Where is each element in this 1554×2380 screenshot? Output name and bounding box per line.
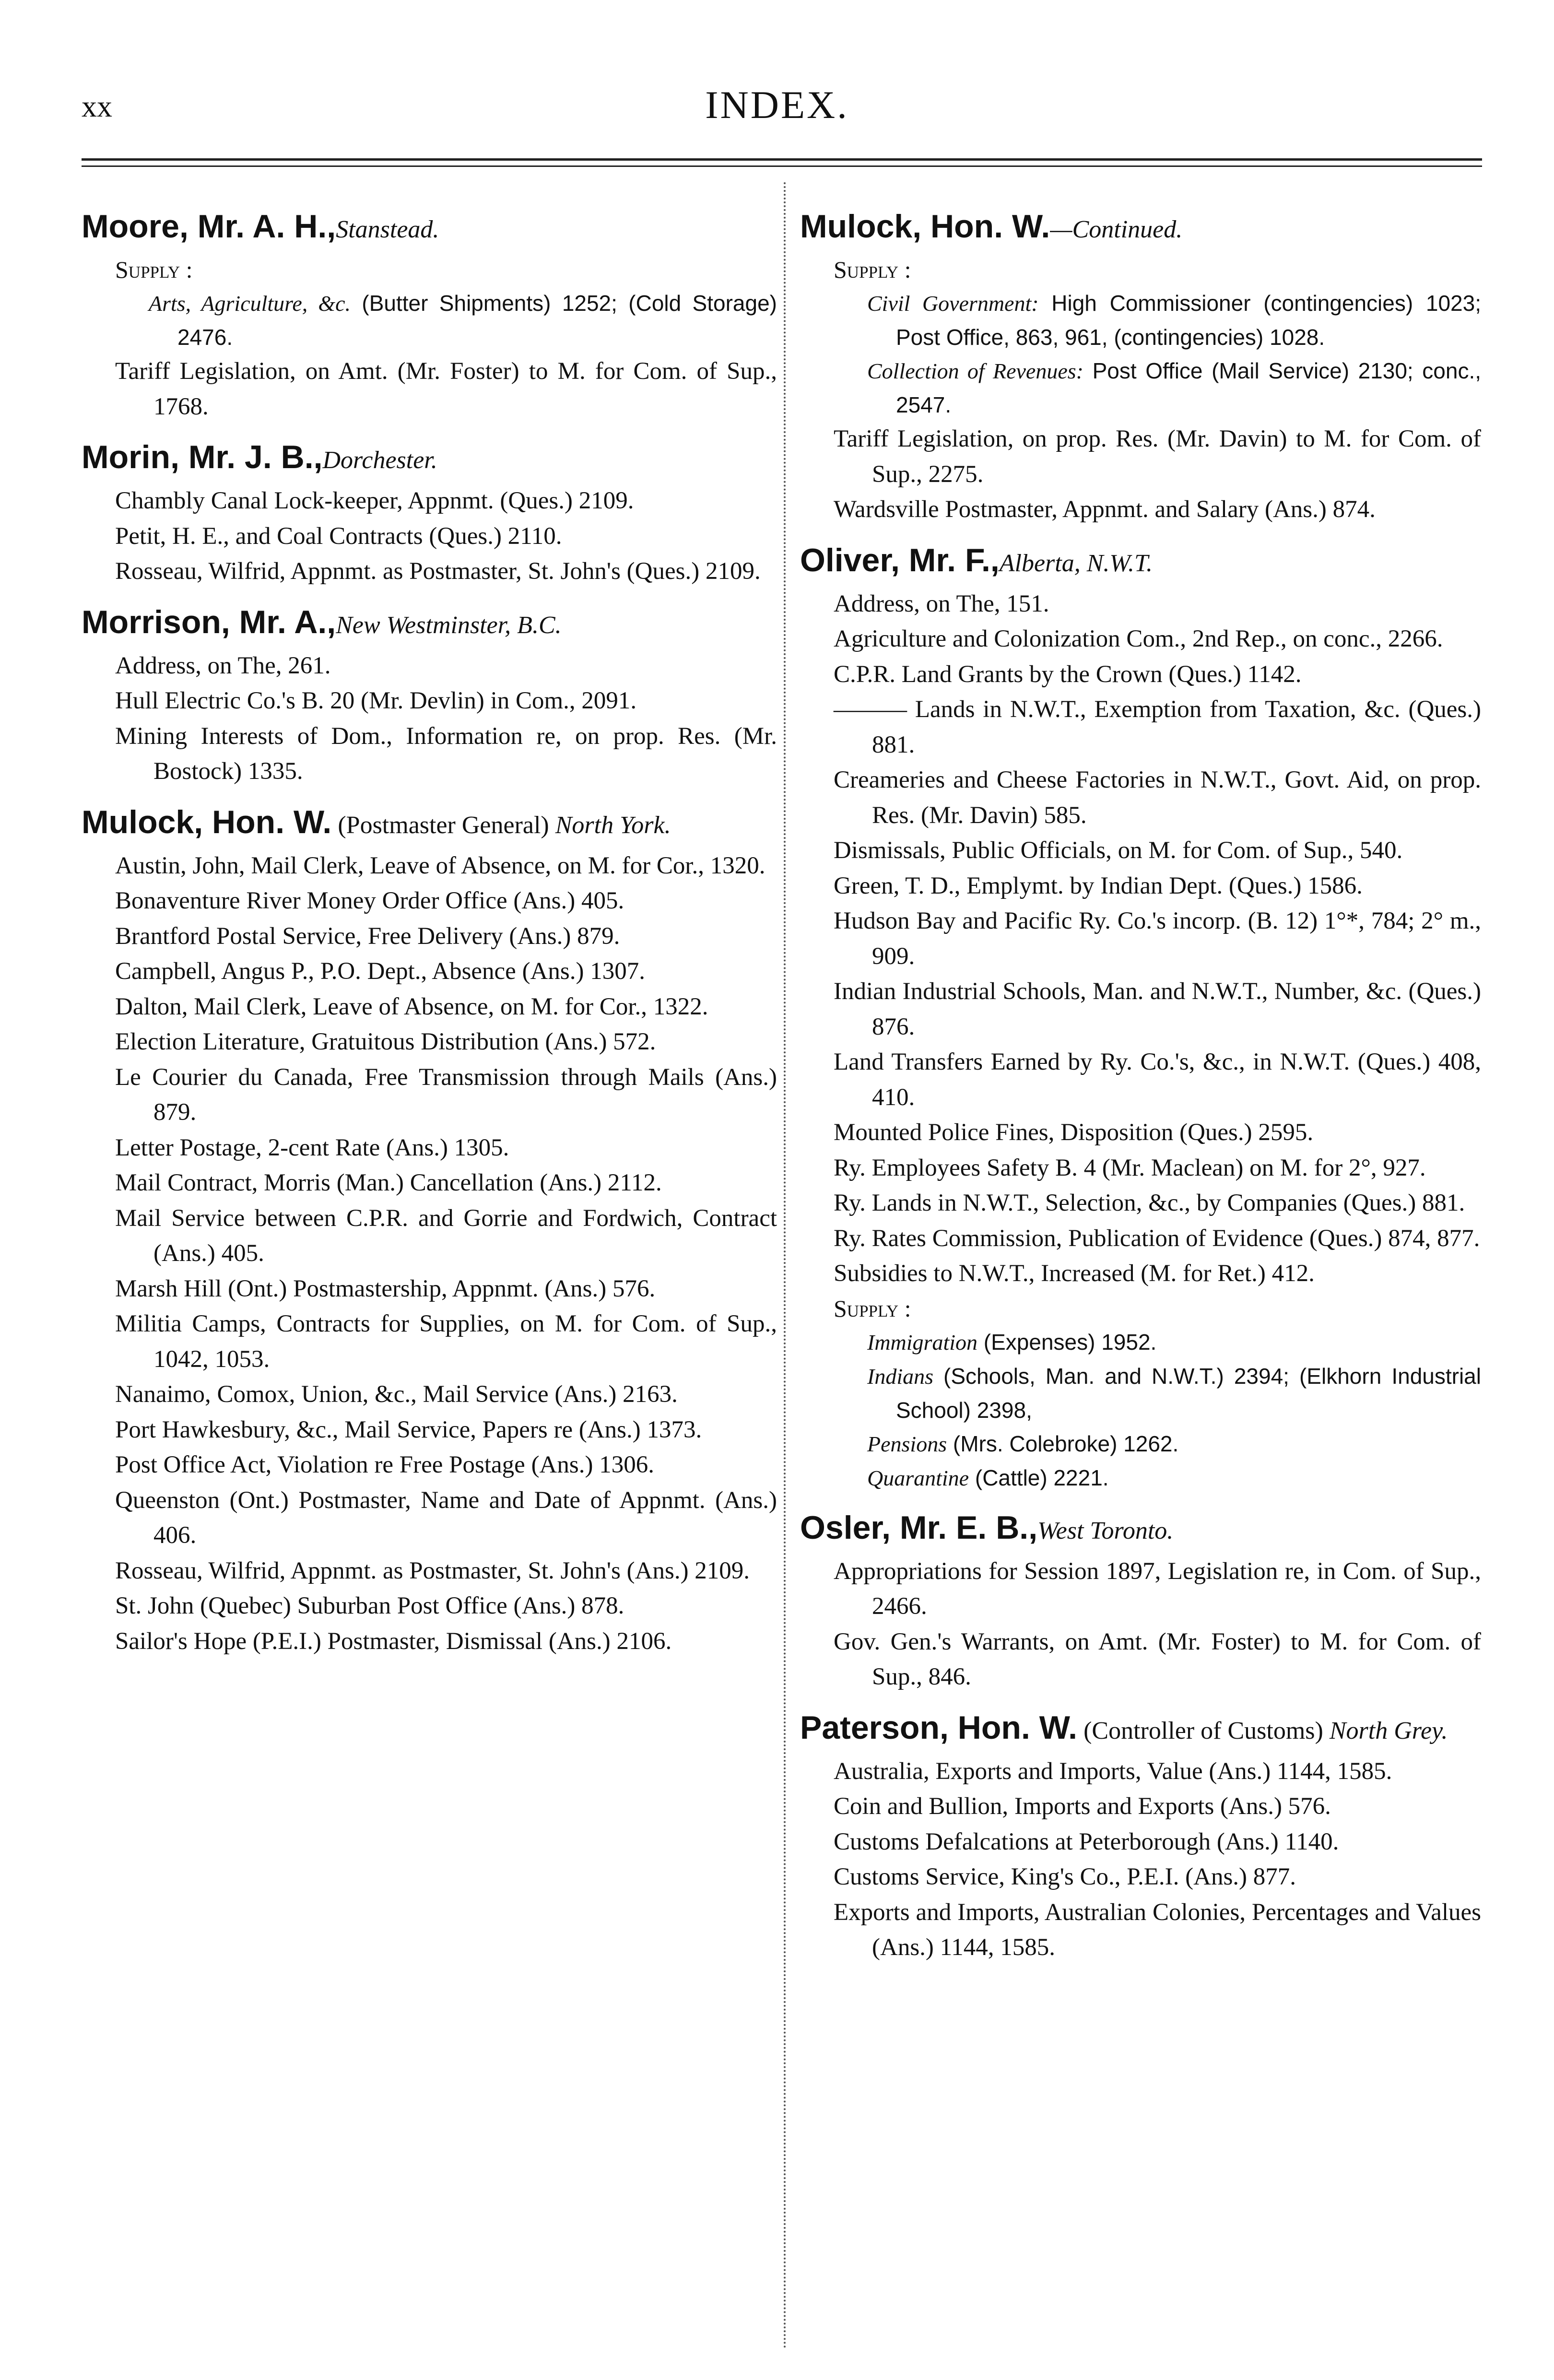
index-entry: Dismissals, Public Officials, on M. for Com. of Sup., 540. [834,837,1403,864]
supply-entry [800,354,1481,422]
index-entry: ——— Lands in N.W.T., Exemption from Taxation, &c. (Ques.) 881. [834,696,1481,758]
heading-name: Morin, Mr. J. B., [82,439,323,475]
heading-name: Morrison, Mr. A., [82,603,336,640]
supply-subheading: Supply : [834,1295,911,1322]
index-entry: Customs Defalcations at Peterborough (Ans.) 1140. [834,1828,1339,1855]
index-entry: Address, on The, 151. [834,590,1049,617]
index-entry: Wardsville Postmaster, Appnmt. and Salary (Ans.) 874. [834,496,1376,523]
index-entry: Land Transfers Earned by Ry. Co.'s, &c., in N.W.T. (Ques.) 408, 410. [834,1049,1481,1111]
index-entry: Mail Service between C.P.R. and Gorrie and Fordwich, Contract (Ans.) 405. [115,1204,777,1267]
supply-category: Arts, Agriculture, &c. [149,291,351,316]
index-entry: Austin, John, Mail Clerk, Leave of Absence, on M. for Cor., 1320. [115,852,765,879]
heading-description: —Continued. [1050,216,1183,243]
index-entry: Indian Industrial Schools, Man. and N.W.T., Number, &c. (Ques.) 876. [834,978,1481,1040]
supply-detail: (Schools, Man. and N.W.T.) 2394; (Elkhorn Industrial School) 2398, [896,1363,1481,1423]
index-entry: Nanaimo, Comox, Union, &c., Mail Service (Ans.) 2163. [115,1381,678,1408]
heading-name: Oliver, Mr. F., [800,542,1000,578]
supply-entry [82,286,777,354]
index-entry: Sailor's Hope (P.E.I.) Postmaster, Dismissal (Ans.) 2106. [115,1627,672,1655]
index-entry: Letter Postage, 2-cent Rate (Ans.) 1305. [115,1134,509,1161]
heading-description: (Postmaster General) [331,811,555,839]
index-entry: Ry. Lands in N.W.T., Selection, &c., by Companies (Ques.) 881. [834,1190,1465,1216]
index-entry: Port Hawkesbury, &c., Mail Service, Papers re (Ans.) 1373. [115,1416,702,1443]
index-entry: Appropriations for Session 1897, Legislation re, in Com. of Sup., 2466. [834,1557,1481,1620]
supply-entry [800,286,1481,354]
supply-detail: (Expenses) 1952. [977,1329,1157,1355]
index-entry: Campbell, Angus P., P.O. Dept., Absence (Ans.) 1307. [115,958,645,985]
heading-constituency: New Westminster, B.C. [336,611,562,639]
heading-constituency: West Toronto. [1037,1517,1174,1544]
index-heading [800,1508,1481,1551]
index-entry: Election Literature, Gratuitous Distribution (Ans.) 572. [115,1028,656,1055]
heading-constituency: Alberta, N.W.T. [999,549,1153,577]
left-column [82,206,777,1659]
index-entry: Post Office Act, Violation re Free Postage (Ans.) 1306. [115,1451,654,1478]
supply-detail: (Mrs. Colebroke) 1262. [947,1431,1179,1456]
index-entry: C.P.R. Land Grants by the Crown (Ques.) 1142. [834,660,1302,688]
index-entry: Mining Interests of Dom., Information re, on prop. Res. (Mr. Bostock) 1335. [115,722,777,785]
supply-subheading: Supply : [834,256,911,283]
supply-category: Civil Government: [867,291,1039,316]
index-entry: Exports and Imports, Australian Colonies, Percentages and Values (Ans.) 1144, 1585. [834,1898,1481,1961]
index-entry: Petit, H. E., and Coal Contracts (Ques.) 2110. [115,522,562,550]
index-entry: Tariff Legislation, on Amt. (Mr. Foster) to M. for Com. of Sup., 1768. [115,358,777,420]
supply-entry [800,1427,1481,1461]
heading-name: Mulock, Hon. W. [82,803,332,840]
index-heading [82,206,777,250]
index-entry: Green, T. D., Emplymt. by Indian Dept. (Ques.) 1586. [834,872,1363,899]
heading-name: Osler, Mr. E. B., [800,1509,1038,1546]
index-entry: St. John (Quebec) Suburban Post Office (Ans.) 878. [115,1592,624,1619]
heading-description: (Controller of Customs) [1077,1717,1330,1744]
index-entry: Hull Electric Co.'s B. 20 (Mr. Devlin) in Com., 2091. [115,687,637,714]
index-heading [82,437,777,481]
index-entry: Mail Contract, Morris (Man.) Cancellation (Ans.) 2112. [115,1169,662,1196]
heading-constituency: North Grey. [1329,1717,1448,1744]
index-heading [82,802,777,846]
heading-constituency: Stanstead. [336,216,439,243]
index-heading [800,206,1481,250]
supply-category: Collection of Revenues: [867,359,1083,383]
index-entry: Dalton, Mail Clerk, Leave of Absence, on M. for Cor., 1322. [115,993,708,1020]
supply-category: Pensions [867,1431,947,1456]
index-heading [800,540,1481,584]
heading-name: Mulock, Hon. W. [800,208,1050,245]
index-heading [82,602,777,646]
supply-detail: High Commissioner (contingencies) 1023; Post Office, 863, 961, (contingencies) 1028. [896,291,1481,350]
index-entry: Hudson Bay and Pacific Ry. Co.'s incorp. (B. 12) 1°*, 784; 2° m., 909. [834,907,1481,970]
index-entry: Australia, Exports and Imports, Value (Ans.) 1144, 1585. [834,1757,1392,1785]
index-entry: Rosseau, Wilfrid, Appnmt. as Postmaster, St. John's (Ques.) 2109. [115,558,761,585]
supply-category: Quarantine [867,1465,969,1490]
supply-category: Immigration [867,1330,977,1355]
column-divider [784,182,786,2350]
header-rule-bottom [82,165,1482,167]
supply-subheading: Supply : [115,256,193,283]
index-entry: Chambly Canal Lock-keeper, Appnmt. (Ques.) 2109. [115,487,634,514]
index-entry: Gov. Gen.'s Warrants, on Amt. (Mr. Foster) to M. for Com. of Sup., 846. [834,1628,1481,1690]
supply-entry [800,1359,1481,1427]
supply-detail: (Cattle) 2221. [969,1465,1109,1490]
index-heading [800,1708,1481,1751]
page-title: INDEX. [705,83,849,127]
index-entry: Ry. Rates Commission, Publication of Evidence (Ques.) 874, 877. [834,1225,1480,1252]
header-rule-top [82,158,1482,161]
supply-detail: (Butter Shipments) 1252; (Cold Storage) 2476. [177,291,777,350]
heading-name: Moore, Mr. A. H., [82,208,336,245]
heading-constituency: Dorchester. [322,447,437,474]
index-entry: Tariff Legislation, on prop. Res. (Mr. Davin) to M. for Com. of Sup., 2275. [834,425,1481,488]
index-entry: Address, on The, 261. [115,652,331,679]
index-entry: Coin and Bullion, Imports and Exports (Ans.) 576. [834,1793,1331,1820]
supply-entry [800,1461,1481,1495]
index-entry: Le Courier du Canada, Free Transmission through Mails (Ans.) 879. [115,1063,777,1126]
index-entry: Ry. Employees Safety B. 4 (Mr. Maclean) on M. for 2°, 927. [834,1154,1426,1181]
supply-category: Indians [867,1364,933,1389]
heading-constituency: North York. [555,811,671,839]
index-entry: Queenston (Ont.) Postmaster, Name and Date of Appnmt. (Ans.) 406. [115,1486,777,1549]
page-number: xx [82,89,112,123]
right-column [800,206,1481,1966]
supply-entry [800,1325,1481,1359]
index-entry: Mounted Police Fines, Disposition (Ques.) 2595. [834,1119,1314,1146]
index-entry: Customs Service, King's Co., P.E.I. (Ans.) 877. [834,1863,1296,1890]
index-entry: Agriculture and Colonization Com., 2nd Rep., on conc., 2266. [834,625,1443,652]
index-entry: Creameries and Cheese Factories in N.W.T., Govt. Aid, on prop. Res. (Mr. Davin) 585. [834,766,1481,829]
index-entry: Subsidies to N.W.T., Increased (M. for Ret.) 412. [834,1260,1315,1287]
index-entry: Rosseau, Wilfrid, Appnmt. as Postmaster, St. John's (Ans.) 2109. [115,1557,750,1584]
heading-name: Paterson, Hon. W. [800,1709,1078,1746]
index-entry: Brantford Postal Service, Free Delivery (Ans.) 879. [115,922,620,950]
index-entry: Bonaventure River Money Order Office (Ans.) 405. [115,887,624,914]
index-entry: Militia Camps, Contracts for Supplies, on M. for Com. of Sup., 1042, 1053. [115,1310,777,1373]
index-entry: Marsh Hill (Ont.) Postmastership, Appnmt. (Ans.) 576. [115,1275,656,1302]
supply-detail: Post Office (Mail Service) 2130; conc., 2547. [896,358,1481,417]
